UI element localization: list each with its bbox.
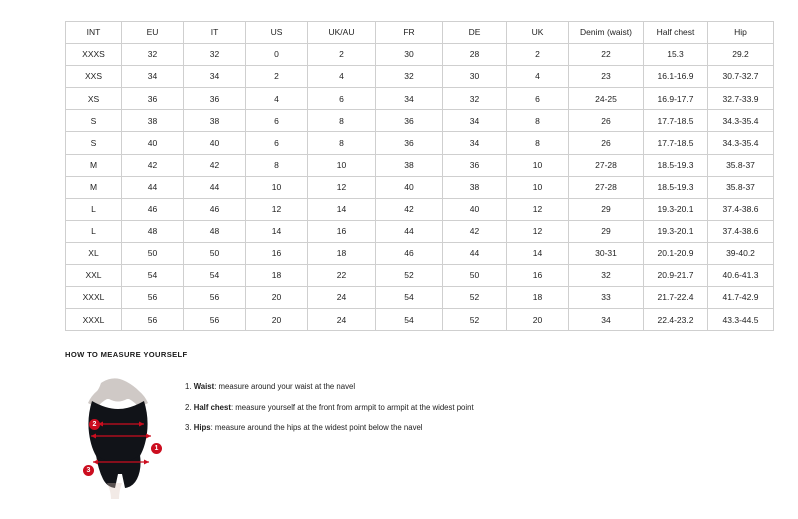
cell-de: 28 [443,44,507,66]
cell-int: XXL [66,265,122,287]
cell-int: XL [66,242,122,264]
cell-it: 46 [184,198,246,220]
table-row [66,309,774,331]
cell-eu: 34 [122,66,184,88]
cell-int: XXS [66,66,122,88]
size-chart-container [65,21,759,331]
cell-it: 56 [184,309,246,331]
table-row [66,220,774,242]
cell-de: 40 [443,198,507,220]
cell-uk-au: 8 [308,132,376,154]
cell-denim-waist: 32 [569,265,644,287]
cell-us: 14 [246,220,308,242]
cell-uk: 10 [507,154,569,176]
cell-fr: 54 [376,287,443,309]
cell-us: 18 [246,265,308,287]
measure-instruction-hips [185,424,474,433]
cell-fr: 36 [376,132,443,154]
column-header-eu: EU [122,22,184,44]
cell-uk: 2 [507,44,569,66]
cell-half-chest: 19.3-20.1 [644,198,708,220]
cell-half-chest: 17.7-18.5 [644,132,708,154]
cell-de: 50 [443,265,507,287]
column-header-it: IT [184,22,246,44]
cell-uk: 8 [507,110,569,132]
cell-hip: 39-40.2 [708,242,774,264]
cell-fr: 52 [376,265,443,287]
mannequin-illustration [65,371,175,506]
cell-eu: 48 [122,220,184,242]
cell-eu: 56 [122,309,184,331]
cell-fr: 44 [376,220,443,242]
measure-instruction-half-chest [185,404,474,413]
cell-int: XXXS [66,44,122,66]
cell-denim-waist: 26 [569,110,644,132]
cell-it: 38 [184,110,246,132]
cell-de: 52 [443,287,507,309]
cell-eu: 46 [122,198,184,220]
cell-eu: 54 [122,265,184,287]
cell-int: M [66,176,122,198]
cell-us: 12 [246,198,308,220]
column-header-fr: FR [376,22,443,44]
measure-badge-1: 1 [151,443,162,454]
cell-uk: 4 [507,66,569,88]
table-header-row [66,22,774,44]
cell-de: 44 [443,242,507,264]
cell-half-chest: 18.5-19.3 [644,176,708,198]
column-header-half-chest: Half chest [644,22,708,44]
how-to-measure-section [65,350,745,506]
cell-int: L [66,198,122,220]
instruction-number: 3. [185,423,192,433]
cell-hip: 34.3-35.4 [708,132,774,154]
column-header-de: DE [443,22,507,44]
instruction-term: Half chest [193,402,231,412]
cell-int: M [66,154,122,176]
cell-uk: 6 [507,88,569,110]
cell-hip: 37.4-38.6 [708,198,774,220]
cell-uk-au: 18 [308,242,376,264]
table-row [66,287,774,309]
cell-denim-waist: 27-28 [569,176,644,198]
how-to-measure-body [65,371,745,506]
cell-denim-waist: 29 [569,198,644,220]
cell-uk-au: 10 [308,154,376,176]
cell-de: 38 [443,176,507,198]
table-row [66,198,774,220]
cell-half-chest: 20.1-20.9 [644,242,708,264]
cell-it: 34 [184,66,246,88]
cell-int: XXXL [66,309,122,331]
table-row [66,132,774,154]
column-header-int: INT [66,22,122,44]
column-header-denim-waist: Denim (waist) [569,22,644,44]
size-chart-table [65,21,774,331]
cell-hip: 41.7-42.9 [708,287,774,309]
table-body [66,44,774,331]
instruction-term: Waist [193,382,215,391]
cell-fr: 34 [376,88,443,110]
cell-fr: 54 [376,309,443,331]
cell-denim-waist: 26 [569,132,644,154]
cell-hip: 40.6-41.3 [708,265,774,287]
column-header-us: US [246,22,308,44]
cell-eu: 32 [122,44,184,66]
cell-it: 32 [184,44,246,66]
cell-eu: 56 [122,287,184,309]
table-row [66,176,774,198]
cell-eu: 36 [122,88,184,110]
measure-badge-2: 2 [89,419,100,430]
cell-uk: 8 [507,132,569,154]
cell-denim-waist: 34 [569,309,644,331]
instruction-text: : measure yourself at the front from armpit to armpit at the widest point [230,402,474,412]
cell-it: 40 [184,132,246,154]
cell-fr: 42 [376,198,443,220]
cell-uk: 12 [507,198,569,220]
cell-half-chest: 16.9-17.7 [644,88,708,110]
cell-denim-waist: 30-31 [569,242,644,264]
cell-uk: 16 [507,265,569,287]
cell-half-chest: 16.1-16.9 [644,66,708,88]
cell-half-chest: 22.4-23.2 [644,309,708,331]
column-header-uk-au: UK/AU [308,22,376,44]
cell-denim-waist: 27-28 [569,154,644,176]
cell-uk-au: 12 [308,176,376,198]
cell-fr: 38 [376,154,443,176]
cell-half-chest: 17.7-18.5 [644,110,708,132]
cell-half-chest: 15.3 [644,44,708,66]
cell-denim-waist: 33 [569,287,644,309]
cell-uk: 20 [507,309,569,331]
measurement-figure [65,371,175,506]
cell-it: 44 [184,176,246,198]
measure-instructions-list [185,371,474,445]
cell-uk-au: 14 [308,198,376,220]
cell-it: 56 [184,287,246,309]
cell-de: 34 [443,110,507,132]
cell-eu: 44 [122,176,184,198]
cell-uk-au: 8 [308,110,376,132]
cell-it: 36 [184,88,246,110]
cell-fr: 46 [376,242,443,264]
instruction-number: 2. [185,402,192,412]
cell-it: 42 [184,154,246,176]
cell-de: 30 [443,66,507,88]
cell-us: 4 [246,88,308,110]
cell-eu: 50 [122,242,184,264]
instruction-number: 1. [185,382,192,391]
cell-us: 16 [246,242,308,264]
cell-fr: 32 [376,66,443,88]
cell-de: 42 [443,220,507,242]
cell-fr: 40 [376,176,443,198]
instruction-text: : measure around your waist at the navel [214,382,356,391]
cell-hip: 29.2 [708,44,774,66]
cell-uk-au: 4 [308,66,376,88]
table-row [66,110,774,132]
how-to-measure-title: HOW TO MEASURE YOURSELF [65,350,188,359]
cell-hip: 37.4-38.6 [708,220,774,242]
cell-it: 54 [184,265,246,287]
cell-us: 20 [246,287,308,309]
cell-eu: 42 [122,154,184,176]
cell-de: 52 [443,309,507,331]
cell-denim-waist: 29 [569,220,644,242]
cell-us: 2 [246,66,308,88]
table-row [66,44,774,66]
cell-hip: 43.3-44.5 [708,309,774,331]
cell-us: 8 [246,154,308,176]
cell-fr: 36 [376,110,443,132]
cell-int: L [66,220,122,242]
table-row [66,265,774,287]
cell-denim-waist: 24-25 [569,88,644,110]
cell-half-chest: 18.5-19.3 [644,154,708,176]
cell-uk: 12 [507,220,569,242]
cell-de: 36 [443,154,507,176]
cell-hip: 30.7-32.7 [708,66,774,88]
table-row [66,66,774,88]
instruction-term: Hips [193,423,211,433]
cell-uk-au: 16 [308,220,376,242]
cell-denim-waist: 23 [569,66,644,88]
column-header-hip: Hip [708,22,774,44]
cell-int: S [66,132,122,154]
cell-half-chest: 19.3-20.1 [644,220,708,242]
cell-uk-au: 2 [308,44,376,66]
instruction-text: : measure around the hips at the widest point below the navel [210,423,423,433]
cell-fr: 30 [376,44,443,66]
cell-us: 6 [246,110,308,132]
cell-hip: 34.3-35.4 [708,110,774,132]
table-header [66,22,774,44]
cell-uk-au: 22 [308,265,376,287]
cell-eu: 40 [122,132,184,154]
cell-uk-au: 6 [308,88,376,110]
cell-us: 6 [246,132,308,154]
cell-int: XS [66,88,122,110]
cell-uk-au: 24 [308,287,376,309]
cell-half-chest: 21.7-22.4 [644,287,708,309]
cell-int: XXXL [66,287,122,309]
table-row [66,88,774,110]
cell-us: 10 [246,176,308,198]
measure-instruction-waist [185,383,474,392]
cell-half-chest: 20.9-21.7 [644,265,708,287]
cell-us: 20 [246,309,308,331]
cell-de: 32 [443,88,507,110]
table-row [66,242,774,264]
cell-hip: 35.8-37 [708,154,774,176]
cell-uk: 18 [507,287,569,309]
table-row [66,154,774,176]
cell-eu: 38 [122,110,184,132]
cell-de: 34 [443,132,507,154]
cell-hip: 35.8-37 [708,176,774,198]
measure-badge-3: 3 [83,465,94,476]
cell-uk-au: 24 [308,309,376,331]
cell-int: S [66,110,122,132]
cell-uk: 14 [507,242,569,264]
cell-it: 48 [184,220,246,242]
column-header-uk: UK [507,22,569,44]
cell-denim-waist: 22 [569,44,644,66]
cell-us: 0 [246,44,308,66]
cell-uk: 10 [507,176,569,198]
cell-it: 50 [184,242,246,264]
cell-hip: 32.7-33.9 [708,88,774,110]
